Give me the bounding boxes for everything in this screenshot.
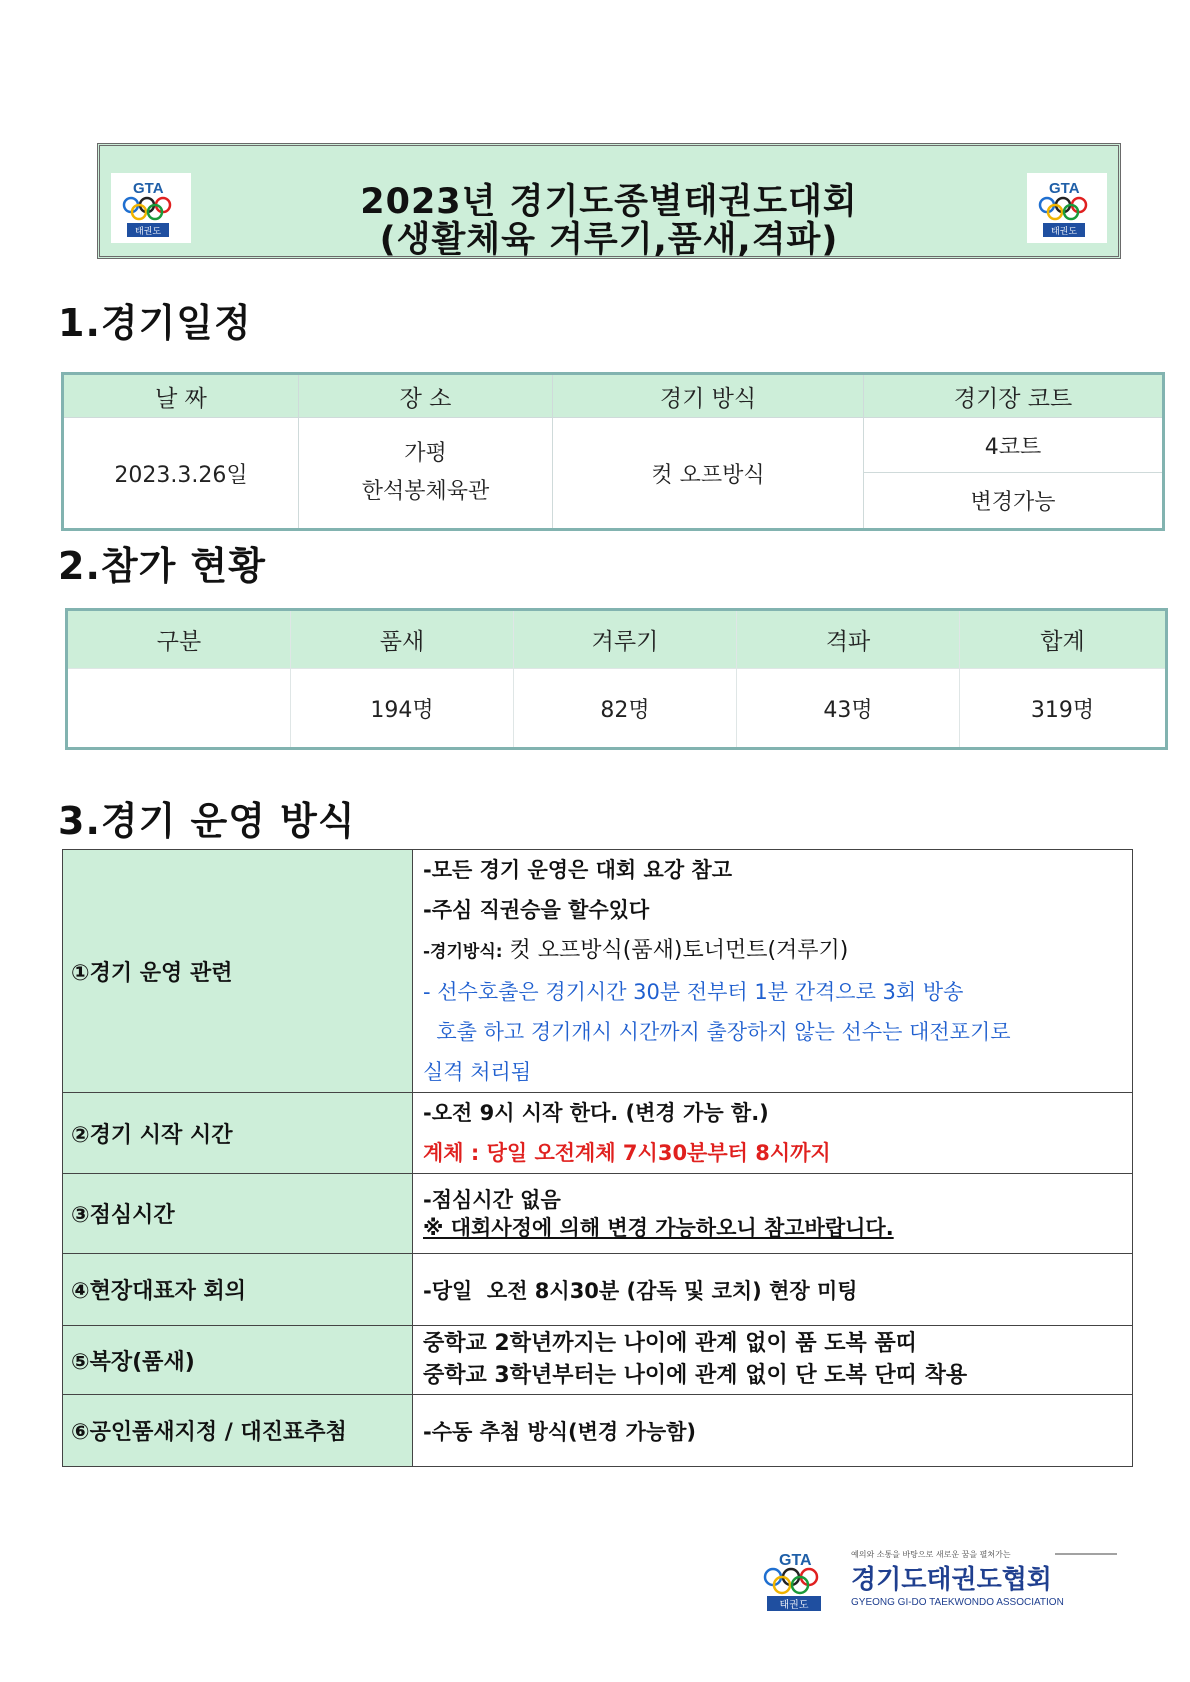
schedule-date: 2023.3.26일: [63, 418, 299, 530]
operation-1-line-2: -주심 직권승을 할수있다: [423, 898, 650, 922]
participation-header-category: 구분: [67, 610, 291, 669]
schedule-header-method: 경기 방식: [553, 374, 864, 418]
operation-1-line-4: - 선수호출은 경기시간 30분 전부터 1분 간격으로 3회 방송: [423, 980, 964, 1004]
operation-3-line-1: -점심시간 없음: [423, 1187, 561, 1212]
section-title-schedule: 1.경기일정: [58, 301, 252, 345]
operation-1-line-3-text: 컷 오프방식(품새)토너먼트(겨루기): [502, 938, 849, 963]
operation-value-2: [413, 1093, 1133, 1174]
section-title-operation: 3.경기 운영 방식: [58, 799, 356, 843]
schedule-table: [61, 372, 1165, 531]
operation-label-2: ②경기 시작 시간: [63, 1093, 413, 1174]
footer-logo-small-text: 태권도: [779, 1600, 809, 1611]
operation-1-line-3: [423, 930, 1122, 972]
operation-label-5: ⑤복장(품새): [63, 1326, 413, 1395]
operation-2-line-1: -오전 9시 시작 한다. (변경 가능 함.): [423, 1101, 769, 1125]
footer-association-logo: [755, 1545, 1135, 1613]
operation-1-line-3-prefix: -경기방식:: [423, 942, 503, 962]
participation-header-poomsae: 품새: [291, 610, 514, 669]
section-title-participation: 2.참가 현황: [58, 544, 266, 588]
operation-value-5: [413, 1326, 1133, 1395]
footer-org-name: 경기도태권도협회: [851, 1565, 1052, 1595]
operation-label-4: ④현장대표자 회의: [63, 1254, 413, 1326]
participation-table: [65, 608, 1168, 750]
operation-value-1: [413, 850, 1133, 1093]
footer-logo-gta-text: GTA: [779, 1552, 812, 1569]
logo-small-text: 태권도: [1050, 227, 1078, 237]
schedule-court-note: 변경가능: [864, 473, 1164, 530]
operation-label-6: ⑥공인품새지정 / 대진표추첨: [63, 1395, 413, 1467]
schedule-method: 컷 오프방식: [553, 418, 864, 530]
participation-header-total: 합계: [960, 610, 1167, 669]
logo-small-text: 태권도: [134, 227, 162, 237]
participation-value-poomsae: 194명: [291, 669, 514, 749]
footer-slogan: 예의와 소통을 바탕으로 새로운 꿈을 펼쳐가는: [851, 1550, 1011, 1559]
operation-1-line-6: 실격 처리됨: [423, 1060, 532, 1084]
schedule-header-court: 경기장 코트: [864, 374, 1164, 418]
participation-header-kyorugi: 겨루기: [514, 610, 737, 669]
schedule-header-date: 날 짜: [63, 374, 299, 418]
logo-gta-text: GTA: [1049, 180, 1080, 197]
gta-logo-right: [1027, 173, 1107, 243]
schedule-venue-line2: 한석봉체육관: [361, 479, 490, 504]
participation-value-kyorugi: 82명: [514, 669, 737, 749]
participation-value-breaking: 43명: [737, 669, 960, 749]
operation-1-line-5: 호출 하고 경기개시 시간까지 출장하지 않는 선수는 대전포기로: [423, 1020, 1011, 1044]
operation-label-1: ①경기 운영 관련: [63, 850, 413, 1093]
participation-header-breaking: 격파: [737, 610, 960, 669]
logo-gta-text: GTA: [133, 180, 164, 197]
operation-label-3: ③점심시간: [63, 1174, 413, 1254]
operation-4-line-1: -당일 오전 8시30분 (감독 및 코치) 현장 미팅: [413, 1254, 1133, 1326]
title-banner: [97, 143, 1121, 259]
operation-5-line-2: 중학교 3학년부터는 나이에 관계 없이 단 도복 단띠 착용: [423, 1363, 968, 1388]
operation-3-line-2: ※ 대회사정에 의해 변경 가능하오니 참고바랍니다.: [423, 1215, 894, 1240]
schedule-venue-line1: 가평: [404, 441, 447, 466]
footer-org-english: GYEONG GI-DO TAEKWONDO ASSOCIATION: [851, 1597, 1064, 1608]
operation-value-3: [413, 1174, 1133, 1254]
title-line-2: (생활체육 겨루기,품새,격파): [379, 220, 839, 260]
schedule-court: 4코트: [864, 418, 1164, 473]
schedule-header-venue: 장 소: [299, 374, 553, 418]
operation-2-line-2: 계체 : 당일 오전계체 7시30분부터 8시까지: [423, 1141, 831, 1165]
operation-6-line-1: -수동 추첨 방식(변경 가능함): [413, 1395, 1133, 1467]
operation-1-line-1: -모든 경기 운영은 대회 요강 참고: [423, 858, 732, 882]
schedule-venue: [299, 418, 553, 530]
participation-value-total: 319명: [960, 669, 1167, 749]
participation-value-category: [67, 669, 291, 749]
title-line-1: 2023년 경기도종별태권도대회: [360, 182, 858, 222]
operation-5-line-1: 중학교 2학년까지는 나이에 관계 없이 품 도복 품띠: [423, 1331, 917, 1356]
operation-table: [62, 849, 1133, 1467]
